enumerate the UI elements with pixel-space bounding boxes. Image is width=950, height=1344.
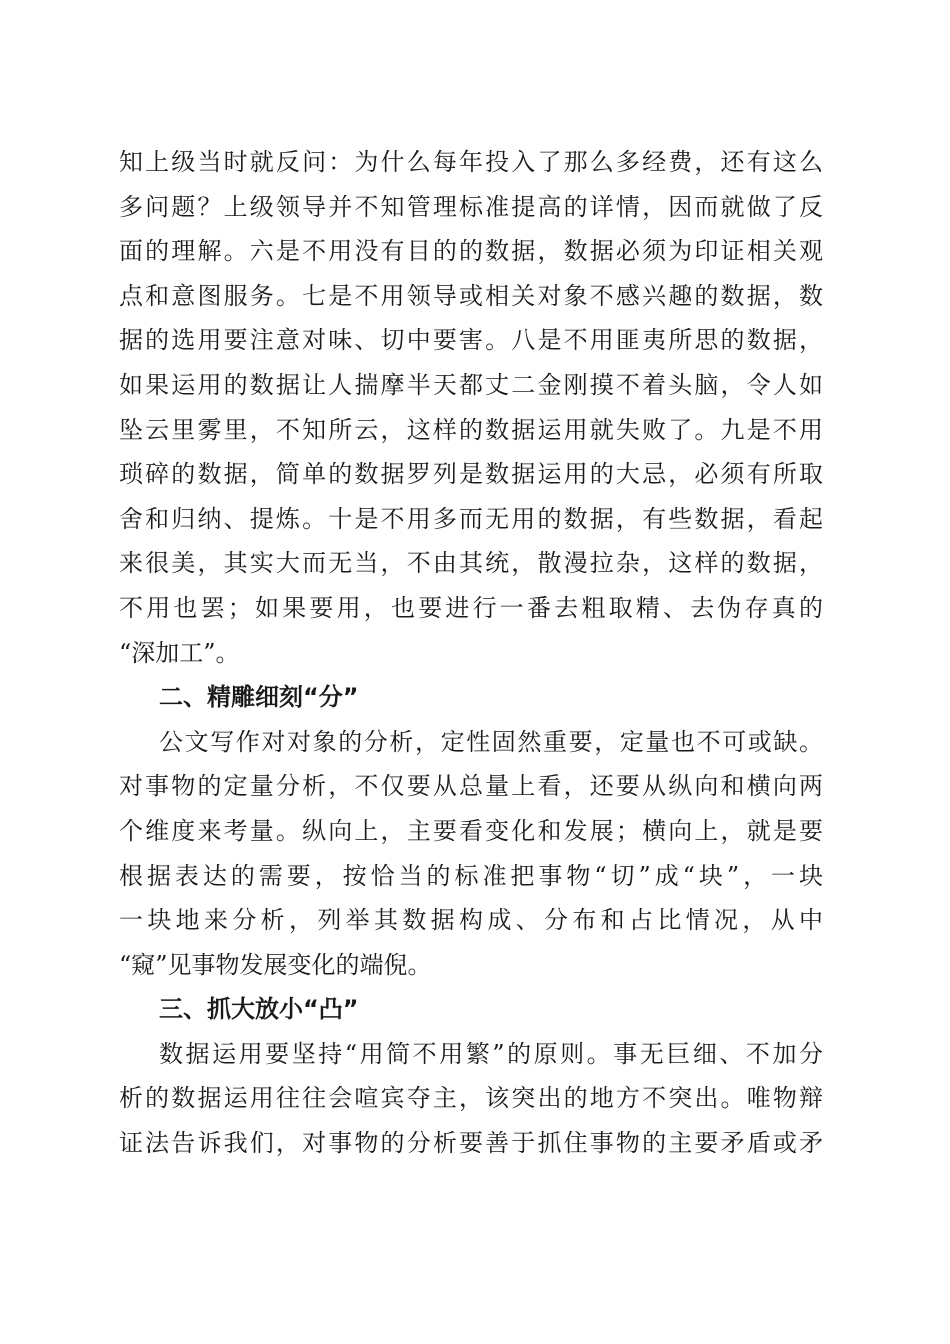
text-line: 舍和归纳、提炼。十是不用多而无用的数据，有些数据，看起	[119, 504, 823, 533]
text-line: “窥”见事物发展变化的端倪。	[119, 950, 432, 979]
paragraph-simplicity-principle	[119, 1032, 823, 1166]
text-line: 面的理解。六是不用没有目的的数据，数据必须为印证相关观	[119, 237, 823, 266]
text-line: 对事物的定量分析，不仅要从总量上看，还要从纵向和横向两	[119, 772, 823, 801]
section-heading-3: 三、抓大放小“凸”	[159, 995, 359, 1024]
text-line: 一块地来分析，列举其数据构成、分布和占比情况，从中	[119, 906, 823, 935]
text-line: 如果运用的数据让人揣摩半天都丈二金刚摸不着头脑，令人如	[119, 370, 823, 399]
section-heading-2: 二、精雕细刻“分”	[159, 683, 359, 712]
text-line: 点和意图服务。七是不用领导或相关对象不感兴趣的数据，数	[119, 281, 823, 310]
text-line: 根据表达的需要，按恰当的标准把事物“切”成“块”，一块	[119, 861, 823, 890]
text-line: 来很美，其实大而无当，不由其统，散漫拉杂，这样的数据，	[119, 549, 823, 578]
text-line: 析的数据运用往往会喧宾夺主，该突出的地方不突出。唯物辩	[119, 1084, 823, 1113]
text-line: 琐碎的数据，简单的数据罗列是数据运用的大忌，必须有所取	[119, 460, 823, 489]
text-line: 多问题？上级领导并不知管理标准提高的详情，因而就做了反	[119, 192, 823, 221]
text-line: “深加工”。	[119, 638, 240, 667]
paragraph-data-usage-principles	[119, 140, 823, 675]
text-line: 据的选用要注意对味、切中要害。八是不用匪夷所思的数据，	[119, 326, 823, 355]
text-line: 证法告诉我们，对事物的分析要善于抓住事物的主要矛盾或矛	[119, 1129, 823, 1158]
text-line: 知上级当时就反问：为什么每年投入了那么多经费，还有这么	[119, 148, 823, 176]
text-line: 坠云里雾里，不知所云，这样的数据运用就失败了。九是不用	[119, 415, 823, 444]
text-line: 数据运用要坚持“用简不用繁”的原则。事无巨细、不加分	[159, 1039, 823, 1068]
text-line: 个维度来考量。纵向上，主要看变化和发展；横向上，就是要	[119, 816, 823, 845]
paragraph-quantitative-analysis	[119, 720, 823, 988]
text-line: 公文写作对对象的分析，定性固然重要，定量也不可或缺。	[159, 727, 823, 756]
text-line: 不用也罢；如果要用，也要进行一番去粗取精、去伪存真的	[119, 593, 823, 622]
document-body	[119, 140, 823, 1166]
